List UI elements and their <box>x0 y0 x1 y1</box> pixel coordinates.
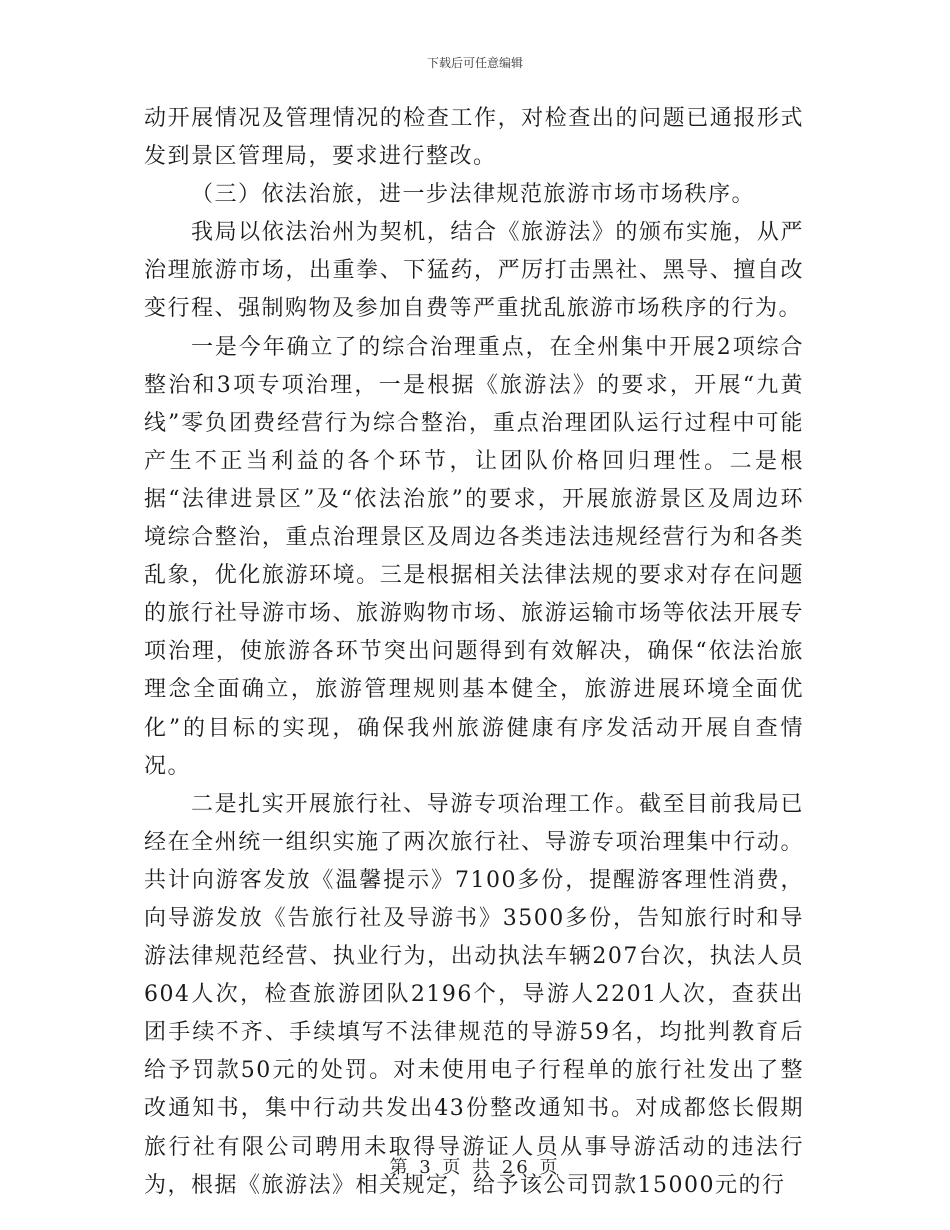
section-heading: （三）依法治旅，进一步法律规范旅游市场市场秩序。 <box>191 182 756 208</box>
paragraph-point-one: 一是今年确立了的综合治理重点，在全州集中开展2项综合整治和3项专项治理，一是根据《旅游法》的要求，开展“九黄线”零负团费经营行为综合整治，重点治理团队运行过程中可能产生不正当利益的各个环节，让团队价格回归理性。二是根据“法律进景区”及“依法治旅”的要求，开展旅游景区及周边环境综合整治，重点治理景区及周边各类违法违规经营行为和各类乱象，优化旅游环境。三是根据相关法律法规的要求对存在问题的旅行社导游市场、旅游购物市场、旅游运输市场等依法开展专项治理，使旅游各环节突出问题得到有效解决，确保“依法治旅理念全面确立，旅游管理规则基本健全，旅游进展环境全面优化”的目标的实现，确保我州旅游健康有序发活动开展自查情况。 <box>144 334 804 779</box>
page-number: 第 3 页 共 26 页 <box>389 1157 561 1178</box>
paragraph-continuation: 动开展情况及管理情况的检查工作，对检查出的问题已通报形式发到景区管理局，要求进行整改。 <box>144 106 804 170</box>
paragraph-intro: 我局以依法治州为契机，结合《旅游法》的颁布实施，从严治理旅游市场，出重拳、下猛药，严厉打击黑社、黑导、擅自改变行程、强制购物及参加自费等严重扰乱旅游市场秩序的行为。 <box>144 220 804 322</box>
paragraph-point-two: 二是扎实开展旅行社、导游专项治理工作。截至目前我局已经在全州统一组织实施了两次旅行社、导游专项治理集中行动。共计向游客发放《温馨提示》7100多份，提醒游客理性消费，向导游发放《告旅行社及导游书》3500多份，告知旅行时和导游法律规范经营、执业行为，出动执法车辆207台次，执法人员604人次，检查旅游团队2196个，导游人2201人次，查获出团手续不齐、手续填写不法律规范的导游59名，均批判教育后给予罚款50元的处罚。对未使用电子行程单的旅行社发出了整改通知书，集中行动共发出43份整改通知书。对成都悠长假期旅行社有限公司聘用未取得导游证人员从事导游活动的违法行为，根据《旅游法》相关规定，给予该公司罚款15000元的行 <box>144 791 804 1198</box>
page-header: 下载后可任意编辑 <box>426 56 523 70</box>
document-body <box>144 100 804 1205</box>
